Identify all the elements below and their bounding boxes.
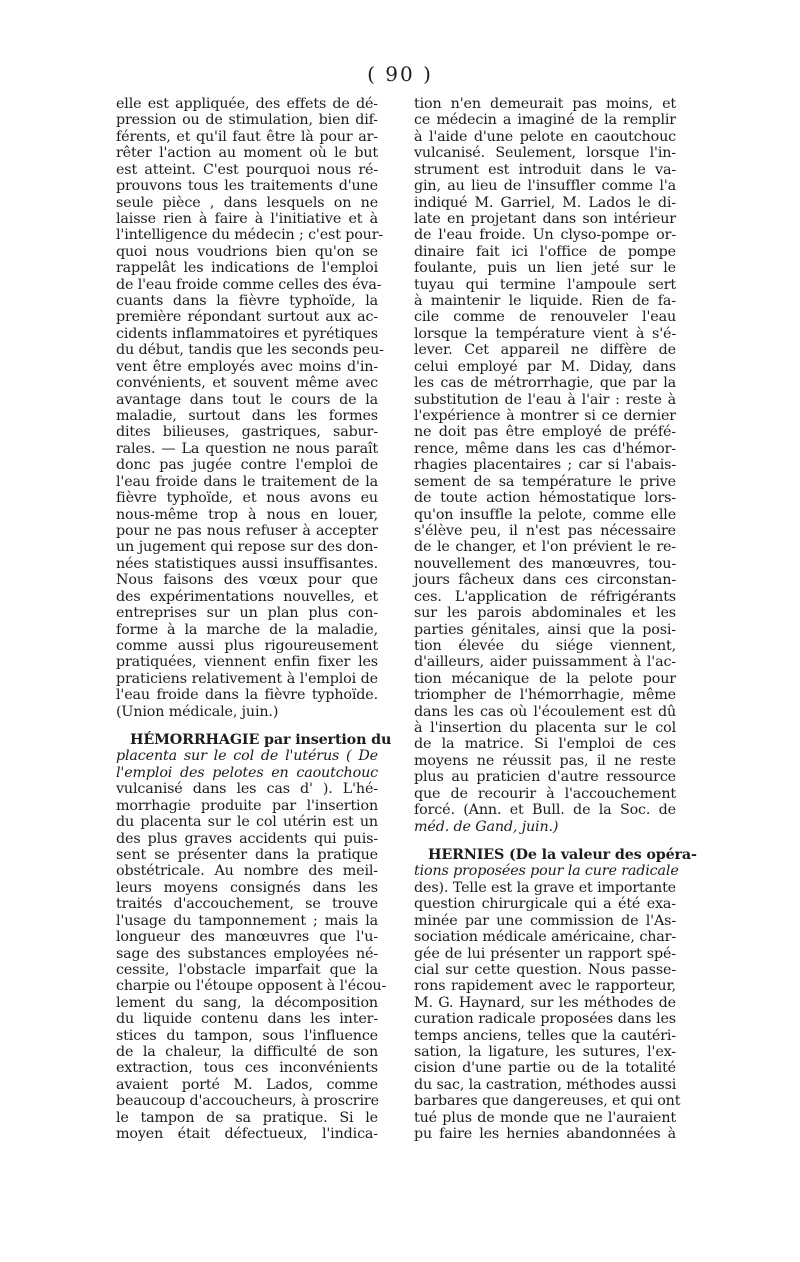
text-line: pour ne pas nous refuser à accepter (116, 522, 378, 539)
text-line: à l'insertion du placenta sur le col (414, 720, 676, 737)
text-line: sent se présenter dans la pratique (116, 846, 378, 863)
text-line: rons rapidement avec le rapporteur, (414, 978, 676, 995)
text-line: tué plus de monde que ne l'auraient (414, 1109, 676, 1126)
text-line: jours fâcheux dans ces circonstan- (414, 572, 676, 589)
text-line: de la chaleur, la difficulté de son (116, 1044, 378, 1061)
text-line: extraction, tous ces inconvénients (116, 1060, 378, 1077)
text-line: sociation médicale américaine, char- (414, 929, 676, 946)
text-line: quoi nous voudrions bien qu'on se (116, 243, 378, 260)
text-line: lement du sang, la décomposition (116, 994, 378, 1011)
text-line: praticiens relativement à l'emploi de (116, 670, 378, 687)
text-line: gée de lui présenter un rapport spé- (414, 945, 676, 962)
text-line: plus au praticien d'autre ressource (414, 769, 676, 786)
text-line: barbares que dangereuses, et qui ont (414, 1093, 681, 1110)
text-line: gin, au lieu de l'insuffler comme l'a (414, 178, 676, 195)
text-line: tion mécanique de la pelote pour (414, 670, 676, 687)
text-line: triompher de l'hémorrhagie, même (414, 687, 676, 704)
text-line: férents, et qu'il faut être là pour ar- (116, 128, 378, 145)
text-line: placenta sur le col de l'utérus ( De (116, 748, 378, 765)
text-line: traités d'accouchement, se trouve (116, 896, 378, 913)
text-line: tion élevée du siége viennent, (414, 637, 676, 654)
text-line: des expérimentations nouvelles, et (116, 588, 378, 605)
text-line: nous-même trop à nous en louer, (116, 506, 378, 523)
text-line: celui employé par M. Diday, dans (414, 358, 676, 375)
text-line: donc pas jugée contre l'emploi de (116, 457, 378, 474)
text-line: de toute action hémostatique lors- (414, 490, 676, 507)
text-line: forme à la marche de la maladie, (116, 621, 378, 638)
text-line: prouvons tous les traitements d'une (116, 178, 378, 195)
text-line: sur les parois abdominales et les (414, 605, 676, 622)
text-line: pu faire les hernies abandonnées à (414, 1126, 676, 1143)
text-line: lorsque la température vient à s'é- (414, 325, 676, 342)
text-line: morrhagie produite par l'insertion (116, 797, 378, 814)
text-line: d'ailleurs, aider puissamment à l'ac- (414, 654, 676, 671)
text-line: beaucoup d'accoucheurs, à proscrire (116, 1093, 379, 1110)
text-line: que de recourir à l'accouchement (414, 785, 676, 802)
text-line: l'emploi des pelotes en caoutchouc (116, 764, 378, 781)
text-line: substitution de l'eau à l'air : reste à (414, 391, 676, 408)
text-line: l'eau froide dans la fièvre typhoïde. (116, 687, 378, 704)
text-line: lever. Cet appareil ne diffère de (414, 342, 676, 359)
text-line: vulcanisé dans les cas d' ). L'hé- (116, 781, 378, 798)
text-line: cile comme de renouveler l'eau (414, 309, 676, 326)
text-line: un jugement qui repose sur des don- (116, 539, 378, 556)
text-line: nouvellement des manœuvres, tou- (414, 555, 676, 572)
text-line: les cas de métrorrhagie, que par la (414, 375, 676, 392)
text-line: méd. de Gand, juin.) (414, 818, 559, 835)
text-line: cidents inflammatoires et pyrétiques (116, 325, 378, 342)
text-line: comme aussi plus rigoureusement (116, 637, 378, 654)
text-line: forcé. (Ann. et Bull. de la Soc. de (414, 802, 676, 819)
text-line: entreprises sur un plan plus con- (116, 605, 378, 622)
text-line: indiqué M. Garriel, M. Lados le di- (414, 194, 676, 211)
text-line: strument est introduit dans le va- (414, 161, 676, 178)
text-line: tions proposées pour la cure radicale (414, 863, 679, 880)
text-line: temps anciens, telles que la cautéri- (414, 1027, 676, 1044)
text-line: ce médecin a imaginé de la remplir (414, 112, 676, 129)
text-line: pression ou de stimulation, bien dif- (116, 112, 378, 129)
text-line: sage des substances employées né- (116, 945, 378, 962)
text-line: late en projetant dans son intérieur (414, 210, 676, 227)
text-line: elle est appliquée, des effets de dé- (116, 96, 378, 112)
text-line: l'intelligence du médecin ; c'est pour- (116, 227, 384, 244)
text-line: des). Telle est la grave et importante (414, 879, 676, 896)
text-line: dites bilieuses, gastriques, sabur- (116, 424, 378, 441)
text-line: longueur des manœuvres que l'u- (116, 929, 378, 946)
text-line: le tampon de sa pratique. Si le (116, 1109, 378, 1126)
text-line: obstétricale. Au nombre des meil- (116, 863, 378, 880)
text-line: rales. — La question ne nous paraît (116, 440, 378, 457)
text-line: l'eau froide dans le traitement de la (116, 473, 378, 490)
text-line: charpie ou l'étoupe opposent à l'écou- (116, 978, 387, 995)
text-line: tion n'en demeurait pas moins, et (414, 96, 676, 112)
text-line: rêter l'action au moment où le but (116, 145, 378, 162)
text-line: est atteint. C'est pourquoi nous ré- (116, 161, 378, 178)
text-line: rappelât les indications de l'emploi (116, 260, 378, 277)
text-line: rence, même dans les cas d'hémor- (414, 440, 676, 457)
text-line: de l'eau froide comme celles des éva- (116, 276, 382, 293)
text-line: du début, tandis que les seconds peu- (116, 342, 384, 359)
text-line: curation radicale proposées dans les (414, 1011, 676, 1028)
text-line: qu'on insuffle la pelote, comme elle (414, 506, 676, 523)
text-line: de la matrice. Si l'emploi de ces (414, 736, 676, 753)
text-line: à maintenir le liquide. Rien de fa- (414, 293, 676, 310)
text-line: l'expérience à montrer si ce dernier (414, 408, 676, 425)
text-line: Nous faisons des vœux pour que (116, 572, 378, 589)
text-line: l'usage du tamponnement ; mais la (116, 912, 378, 929)
text-line: du sac, la castration, méthodes aussi (414, 1076, 677, 1093)
text-line: moyens ne réussit pas, il ne reste (414, 752, 676, 769)
text-line: dinaire fait ici l'office de pompe (414, 243, 676, 260)
text-line: sement de sa température le prive (414, 473, 676, 490)
page-number: ( 90 ) (367, 62, 433, 86)
text-line: avaient porté M. Lados, comme (116, 1076, 378, 1093)
text-line: parties génitales, ainsi que la posi- (414, 621, 676, 638)
text-line: à l'aide d'une pelote en caoutchouc (414, 128, 676, 145)
text-line: HÉMORRHAGIE par insertion du (130, 732, 392, 749)
text-line: avantage dans tout le cours de la (116, 391, 378, 408)
text-line: du liquide contenu dans les inter- (116, 1011, 378, 1028)
text-line: des plus graves accidents qui puis- (116, 830, 378, 847)
text-line: de l'eau froide. Un clyso-pompe or- (414, 227, 676, 244)
text-line: moyen était défectueux, l'indica- (116, 1126, 378, 1143)
text-line: vulcanisé. Seulement, lorsque l'in- (414, 145, 676, 162)
text-line: ne doit pas être employé de préfé- (414, 424, 676, 441)
text-line: rhagies placentaires ; car si l'abais- (414, 457, 676, 474)
text-line: cuants dans la fièvre typhoïde, la (116, 293, 378, 310)
text-line: HERNIES (De la valeur des opéra- (428, 846, 697, 863)
text-line: question chirurgicale qui a été exa- (414, 896, 676, 913)
text-line: cial sur cette question. Nous passe- (414, 961, 676, 978)
text-line: cessite, l'obstacle imparfait que la (116, 961, 378, 978)
text-line: foulante, puis un lien jeté sur le (414, 260, 676, 277)
text-line: s'élève peu, il n'est pas nécessaire (414, 522, 676, 539)
text-line: tuyau qui termine l'ampoule sert (414, 276, 676, 293)
text-line: convénients, et souvent même avec (116, 375, 378, 392)
text-line: ces. L'application de réfrigérants (414, 588, 676, 605)
text-line: stices du tampon, sous l'influence (116, 1027, 378, 1044)
text-line: dans les cas où l'écoulement est dû (414, 703, 676, 720)
text-line: maladie, surtout dans les formes (116, 408, 378, 425)
text-line: première répondant surtout aux ac- (116, 309, 378, 326)
text-line: seule pièce , dans lesquels on ne (116, 194, 378, 211)
text-line: vent être employés avec moins d'in- (116, 358, 378, 375)
text-line: de le changer, et l'on prévient le re- (414, 539, 676, 556)
text-line: leurs moyens consignés dans les (116, 879, 378, 896)
text-line: pratiquées, viennent enfin fixer les (116, 654, 378, 671)
right-text-column (414, 96, 697, 1143)
text-line: sation, la ligature, les sutures, l'ex- (414, 1044, 676, 1061)
text-line: du placenta sur le col utérin est un (116, 814, 378, 831)
text-line: laisse rien à faire à l'initiative et à (116, 210, 378, 227)
text-line: nées statistiques aussi insuffisantes. (116, 555, 378, 572)
left-text-column (116, 96, 392, 1143)
text-line: (Union médicale, juin.) (116, 703, 279, 720)
text-line: cision d'une partie ou de la totalité (414, 1060, 676, 1077)
text-line: fièvre typhoïde, et nous avons eu (116, 490, 378, 507)
text-line: minée par une commission de l'As- (414, 912, 676, 929)
text-line: M. G. Haynard, sur les méthodes de (414, 994, 676, 1011)
